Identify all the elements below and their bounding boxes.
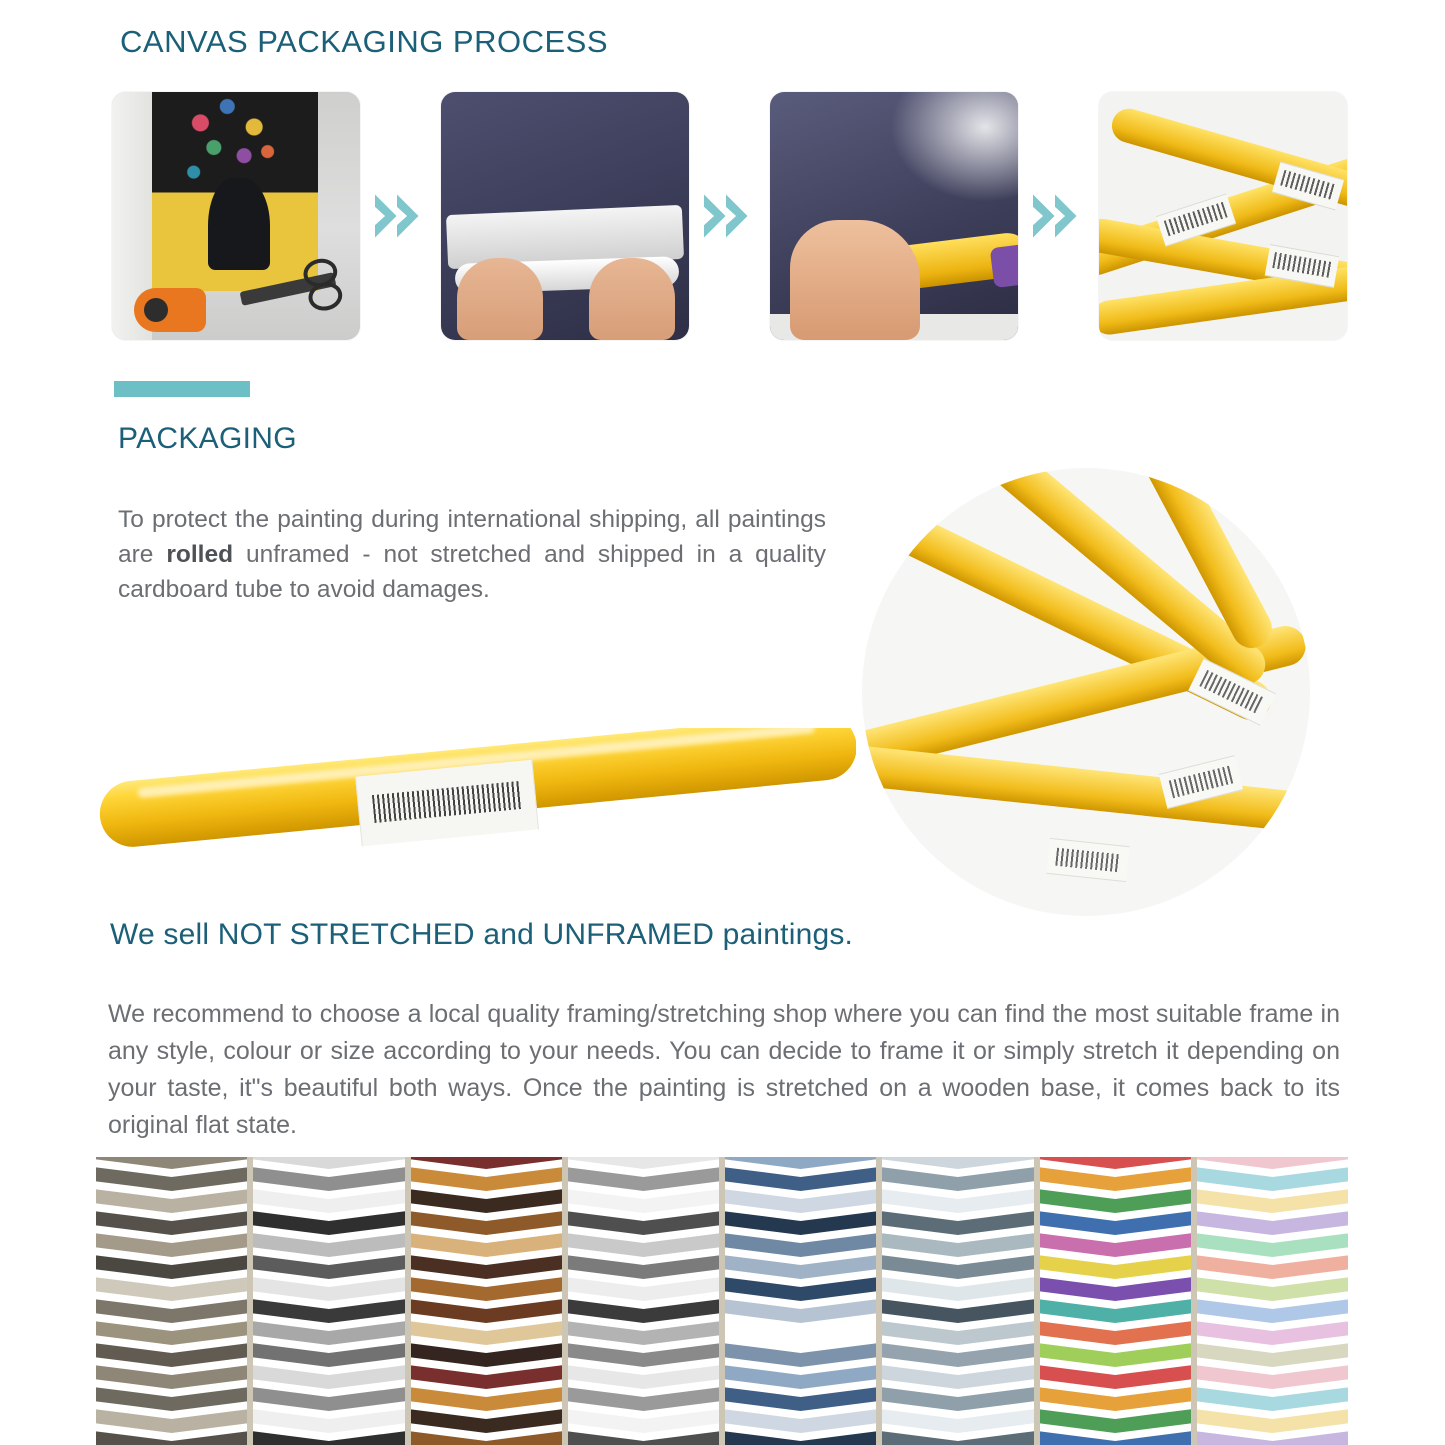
page-title: CANVAS PACKAGING PROCESS [118,22,626,64]
frame-sample [1040,1253,1197,1279]
process-arrow-1 [373,188,429,244]
recommendation-paragraph: We recommend to choose a local quality framing/stretching shop where you can find the most suitable frame in any style, colour or size according to your needs. You can decide to frame it or simply stretch it depending on your taste, it"s beautiful both ways. Once the painting is stretched on a wooden base, it comes back to its original flat state. [108,1000,1340,1139]
frame-sample [1040,1157,1197,1169]
frame-sample [568,1187,725,1213]
frame-sample [1040,1385,1197,1411]
frame-sample [725,1253,882,1279]
frame-sample [1197,1157,1348,1169]
frame-sample [96,1209,253,1235]
frame-sample [1040,1231,1197,1257]
frame-sample [253,1297,410,1323]
frame-sample [411,1209,568,1235]
frame-sample [253,1319,410,1345]
frame-sample [725,1297,882,1323]
frame-sample [96,1253,253,1279]
frame-sample [568,1407,725,1433]
frame-sample [96,1187,253,1213]
packaging-body-part2: unframed - not stretched and shipped in a quality cardboard tube to avoid damages. [118,541,826,603]
frame-sample [568,1297,725,1323]
frame-sample [411,1319,568,1345]
frame-sample [568,1209,725,1235]
frame-sample [411,1385,568,1411]
frame-sample [253,1209,410,1235]
frame-sample [96,1165,253,1191]
frame-sample [725,1157,882,1169]
frame-sample [882,1157,1039,1169]
frame-samples-photo [96,1157,1348,1445]
frame-sample [1040,1165,1197,1191]
frame-column-5 [725,1157,882,1445]
frame-sample [1040,1275,1197,1301]
frame-sample [253,1157,410,1169]
frame-column-8 [1197,1157,1348,1445]
step-4-tubes-bundled [1099,92,1347,340]
frame-sample [253,1165,410,1191]
frame-sample [725,1407,882,1433]
frame-column-7 [1040,1157,1197,1445]
process-arrow-2 [702,188,758,244]
frame-sample [411,1363,568,1389]
frame-sample [1040,1363,1197,1389]
frame-sample [253,1187,410,1213]
step-2-wrap-in-plastic [441,92,689,340]
packaging-heading: PACKAGING [118,422,297,455]
frame-sample [882,1407,1039,1433]
tube-cap [990,244,1018,288]
teal-divider [114,381,250,397]
rotary-cutter-icon [134,288,206,332]
frame-sample [253,1341,410,1367]
frame-sample [253,1363,410,1389]
painting-silhouette [208,178,270,270]
tube-barcode-label [1046,838,1129,882]
frame-sample [411,1187,568,1213]
frame-sample [411,1341,568,1367]
frame-sample [725,1275,882,1301]
frame-sample [882,1187,1039,1213]
frame-sample [568,1275,725,1301]
frame-sample [568,1363,725,1389]
packaging-body [118,502,826,607]
frame-sample [253,1407,410,1433]
frame-column-3 [411,1157,568,1445]
step-1-canvas-cut [112,92,360,340]
left-hand [457,258,543,340]
frame-sample [253,1231,410,1257]
frame-sample [882,1319,1039,1345]
packaging-body-part1: To protect the painting during international shipping, all paintings are [118,506,826,568]
frame-column-2 [253,1157,410,1445]
frame-sample [882,1231,1039,1257]
process-arrow-3 [1031,188,1087,244]
frame-sample [96,1231,253,1257]
frame-sample [725,1319,882,1345]
frame-sample [411,1407,568,1433]
frame-sample [96,1341,253,1367]
worker-hand [790,220,920,340]
frame-sample [96,1275,253,1301]
frame-sample [882,1341,1039,1367]
frame-sample [725,1187,882,1213]
frame-sample [411,1275,568,1301]
frame-sample [411,1165,568,1191]
frame-sample [253,1253,410,1279]
frame-sample [882,1363,1039,1389]
frame-sample [411,1231,568,1257]
frame-sample [725,1363,882,1389]
frame-column-1 [96,1157,253,1445]
frame-sample [96,1407,253,1433]
frame-sample [411,1157,568,1169]
light-glow [890,92,1018,202]
frame-sample [1040,1341,1197,1367]
single-tube-photo [96,728,856,913]
frame-sample [253,1275,410,1301]
frame-sample [96,1385,253,1411]
process-step-strip [112,92,1347,340]
frame-sample [1040,1319,1197,1345]
frame-sample [568,1341,725,1367]
frame-sample [96,1297,253,1323]
frame-sample [568,1231,725,1257]
tubes-bundle-circle-photo [862,468,1310,916]
unframed-heading: We sell NOT STRETCHED and UNFRAMED paintings. [110,918,854,951]
frame-sample [725,1165,882,1191]
frame-sample [725,1231,882,1257]
frame-sample [725,1341,882,1367]
frame-column-6 [882,1157,1039,1445]
frame-sample [725,1209,882,1235]
frame-sample [411,1253,568,1279]
frame-sample [568,1157,725,1169]
frame-sample [882,1385,1039,1411]
frame-sample [882,1275,1039,1301]
right-hand [589,258,675,340]
frame-sample [1040,1407,1197,1433]
frame-sample [1040,1297,1197,1323]
frame-sample [725,1385,882,1411]
frame-sample [96,1363,253,1389]
frame-sample [882,1209,1039,1235]
frame-sample [411,1297,568,1323]
frame-sample [568,1253,725,1279]
frame-sample [568,1165,725,1191]
frame-sample [568,1385,725,1411]
frame-sample [882,1297,1039,1323]
step-3-insert-in-tube [770,92,1018,340]
frame-sample [1040,1209,1197,1235]
frame-sample [882,1165,1039,1191]
frame-sample [253,1385,410,1411]
frame-sample [96,1157,253,1169]
frame-sample [96,1319,253,1345]
frame-sample [1040,1187,1197,1213]
packaging-body-emphasis: rolled [166,541,234,568]
frame-column-4 [568,1157,725,1445]
frame-sample [568,1319,725,1345]
frame-sample [882,1253,1039,1279]
